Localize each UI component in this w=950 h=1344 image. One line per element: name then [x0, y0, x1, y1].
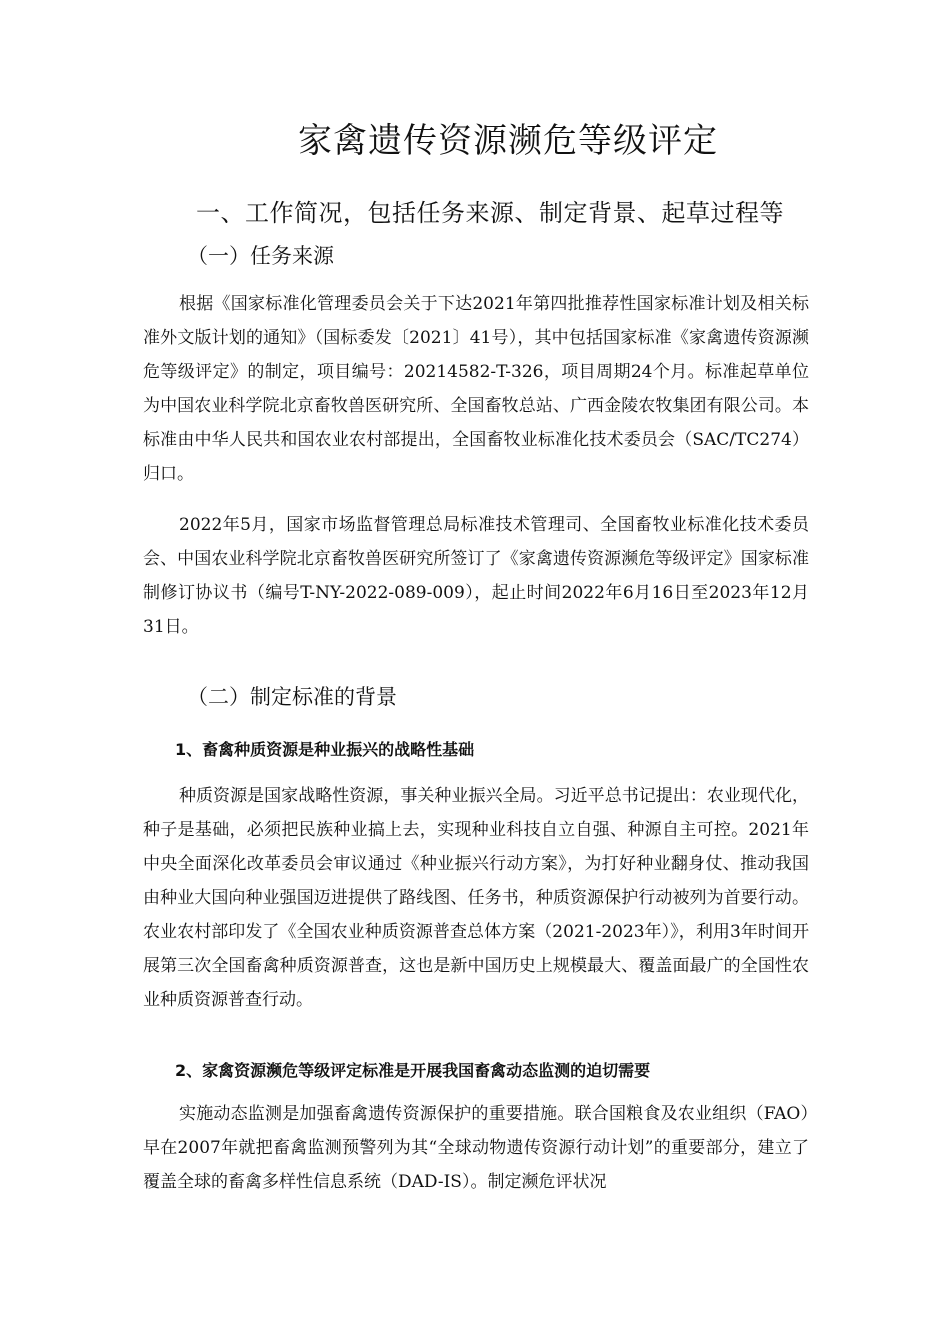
paragraph-dynamic-monitoring: 实施动态监测是加强畜禽遗传资源保护的重要措施。联合国粮食及农业组织（FAO）早在2007年就把畜禽监测预警列为其“全球动物遗传资源行动计划”的重要部分，建立了覆盖全球的畜禽多样性信息系统（DAD-IS）。制定濒危评状况 — [143, 1104, 809, 1192]
document-title: 家禽遗传资源濒危等级评定 — [298, 121, 718, 161]
item-heading-monitoring-need: 2、家禽资源濒危等级评定标准是开展我国畜禽动态监测的迫切需要 — [175, 1061, 651, 1080]
subsection-heading-background: （二）制定标准的背景 — [187, 685, 397, 709]
section-heading-work-overview: 一、工作简况，包括任务来源、制定背景、起草过程等 — [196, 199, 784, 227]
item-heading-germplasm-foundation: 1、畜禽种质资源是种业振兴的战略性基础 — [175, 740, 475, 759]
paragraph-task-source-2: 2022年5月，国家市场监督管理总局标准技术管理司、全国畜牧业标准化技术委员会、中国农业科学院北京畜牧兽医研究所签订了《家禽遗传资源濒危等级评定》国家标准制修订协议书（编号T-NY-2022-089-009），起止时间2022年6月16日至2023年12月31日。 — [143, 515, 809, 637]
paragraph-germplasm-resources: 种质资源是国家战略性资源，事关种业振兴全局。习近平总书记提出：农业现代化，种子是基础，必须把民族种业搞上去，实现种业科技自立自强、种源自主可控。2021年中央全面深化改革委员会审议通过《种业振兴行动方案》，为打好种业翻身仗、推动我国由种业大国向种业强国迈进提供了路线图、任务书，种质资源保护行动被列为首要行动。农业农村部印发了《全国农业种质资源普查总体方案（2021-2023年）》，利用3年时间开展第三次全国畜禽种质资源普查，这也是新中国历史上规模最大、覆盖面最广的全国性农业种质资源普查行动。 — [143, 786, 809, 1010]
paragraph-task-source-1: 根据《国家标准化管理委员会关于下达2021年第四批推荐性国家标准计划及相关标准外文版计划的通知》（国标委发〔2021〕41号），其中包括国家标准《家禽遗传资源濒危等级评定》的制定，项目编号：20214582-T-326，项目周期24个月。标准起草单位为中国农业科学院北京畜牧兽医研究所、全国畜牧总站、广西金陵农牧集团有限公司。本标准由中华人民共和国农业农村部提出，全国畜牧业标准化技术委员会（SAC/TC274）归口。 — [143, 294, 809, 484]
subsection-heading-task-source: （一）任务来源 — [187, 244, 334, 268]
